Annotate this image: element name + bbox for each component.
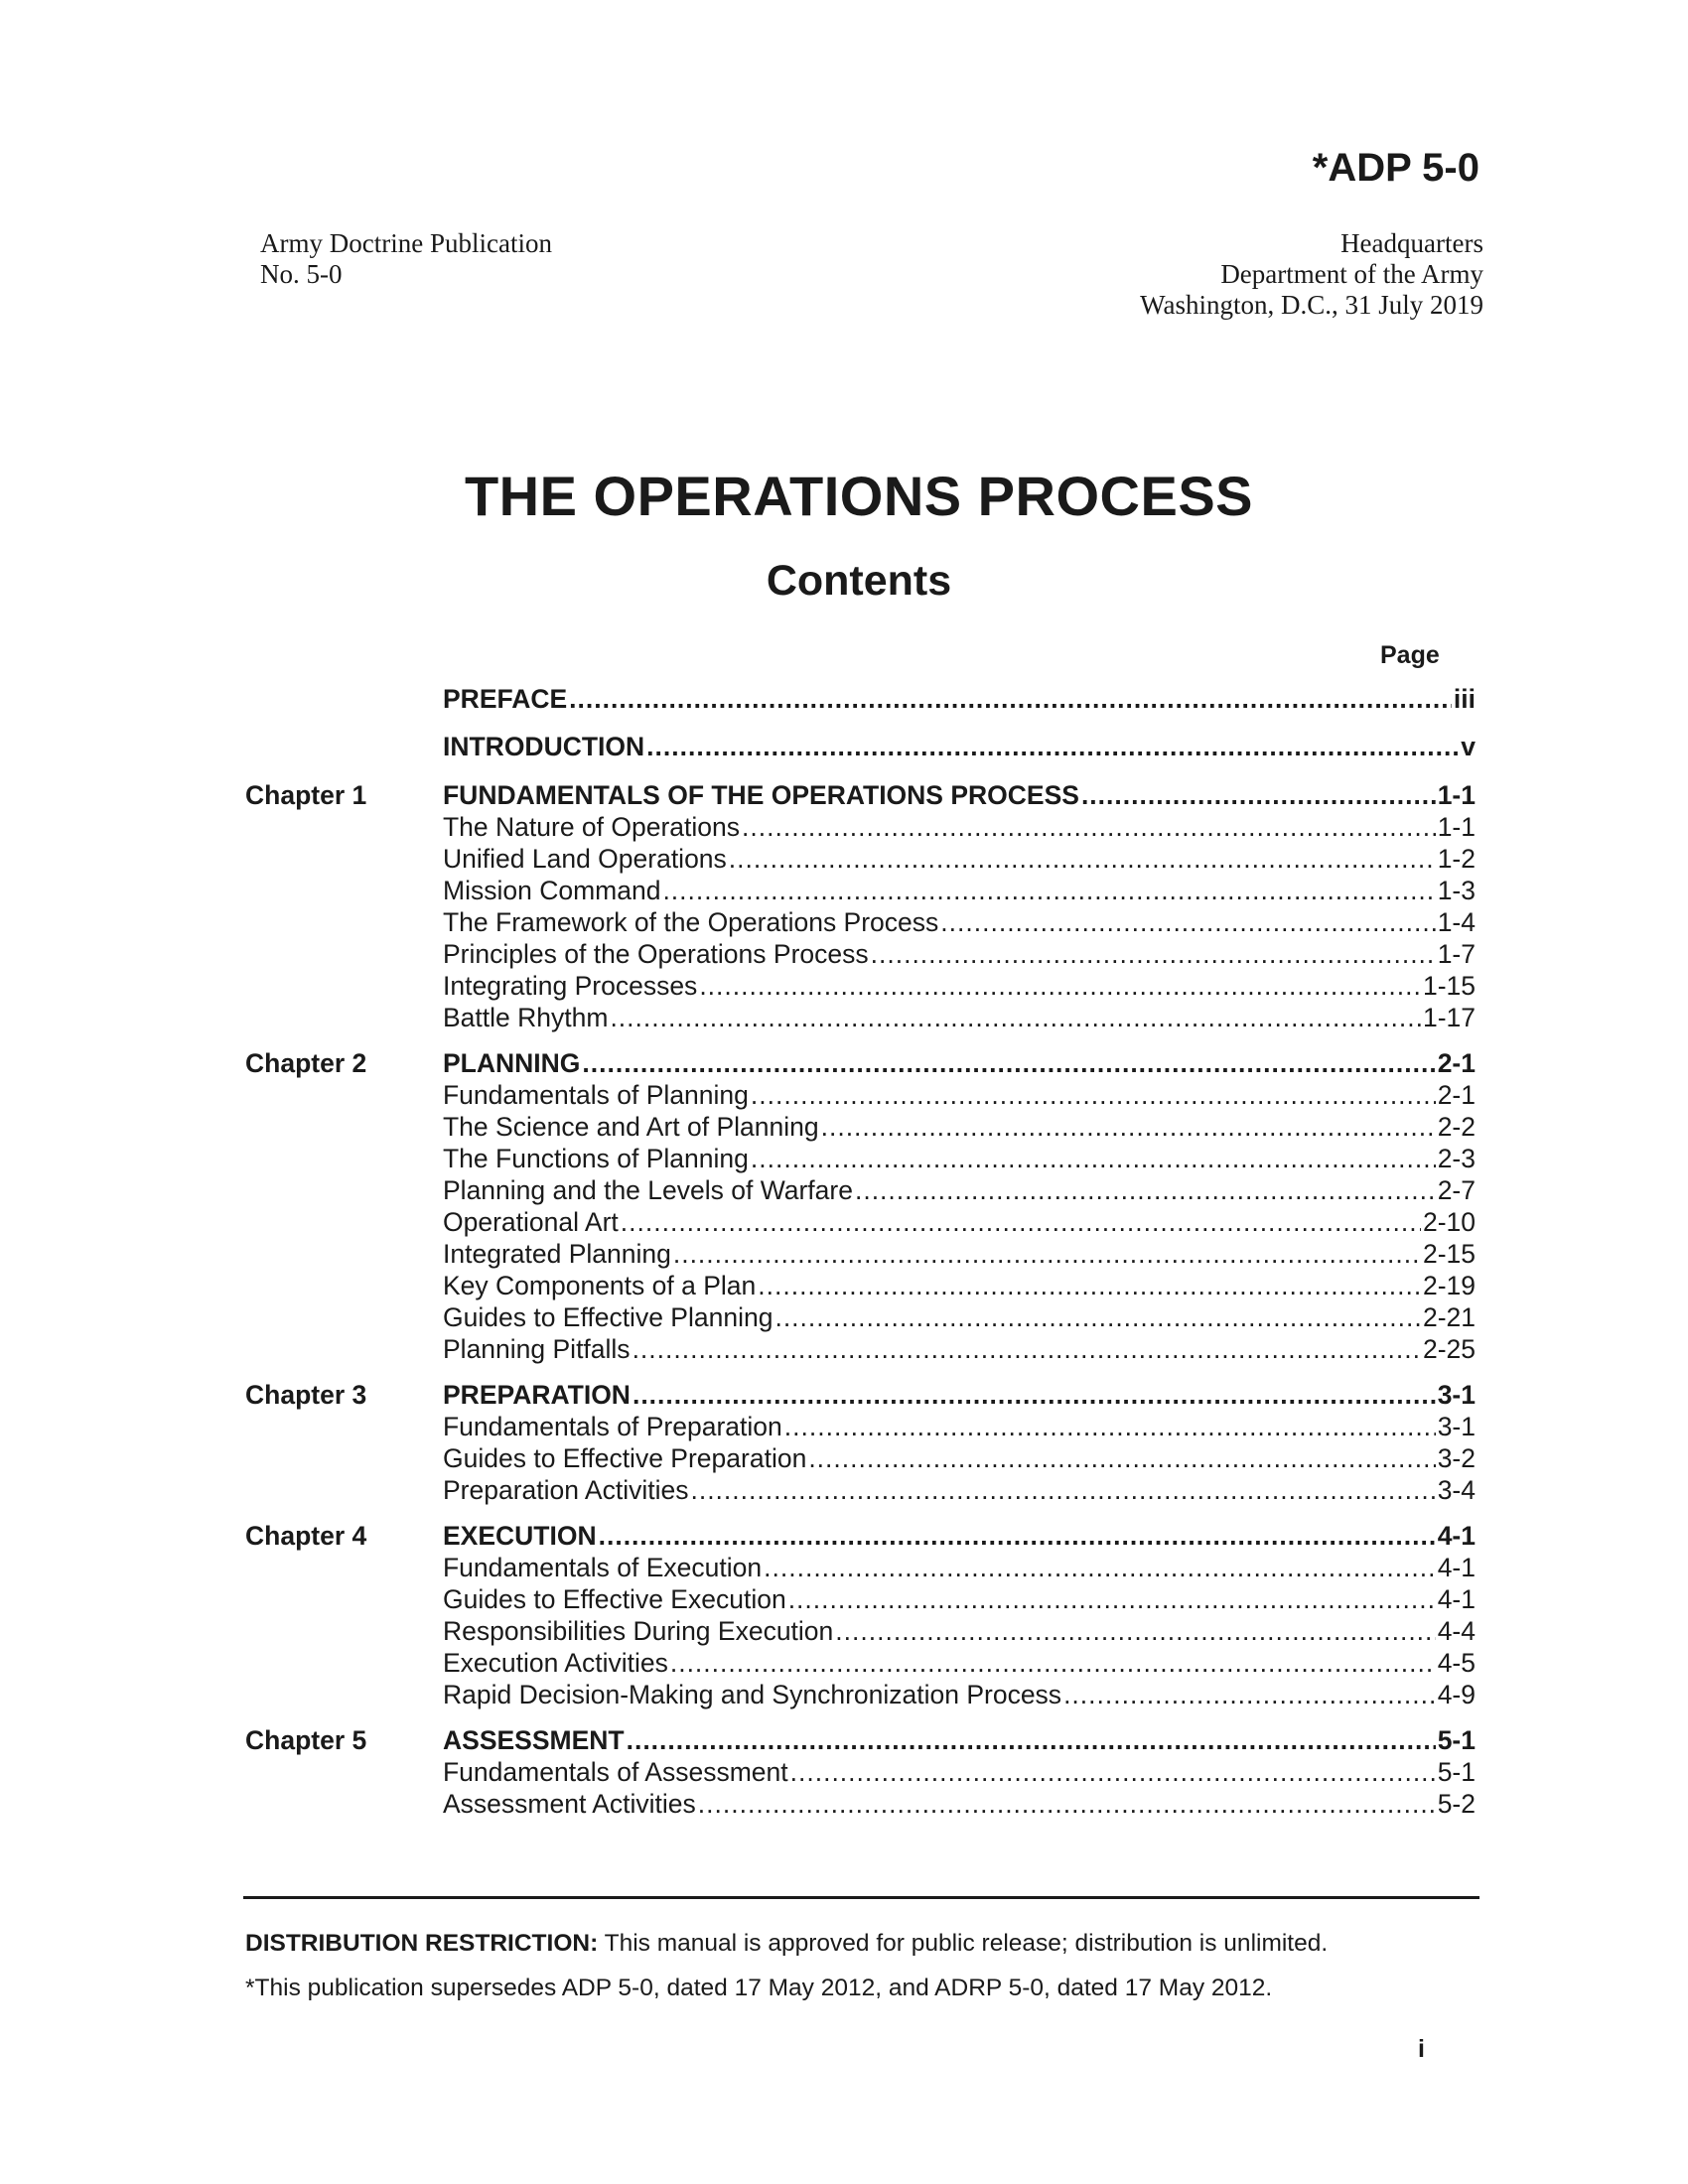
toc-section[interactable] <box>443 1615 1476 1647</box>
toc-entry-page: 2-21 <box>1422 1302 1476 1332</box>
leader-dots <box>808 1442 1435 1474</box>
leader-dots <box>790 1756 1436 1788</box>
publication-number: No. 5-0 <box>260 259 343 289</box>
toc-entry-page: 5-2 <box>1437 1789 1476 1819</box>
leader-dots <box>582 1047 1435 1079</box>
distribution-label: DISTRIBUTION RESTRICTION: <box>245 1930 599 1957</box>
leader-dots <box>673 1238 1421 1270</box>
toc-entry-page: 1-1 <box>1437 812 1476 842</box>
toc-preface[interactable] <box>443 683 1476 715</box>
toc-entry-page: 2-10 <box>1422 1207 1476 1237</box>
toc-section[interactable] <box>443 1174 1476 1206</box>
leader-dots <box>662 875 1435 906</box>
toc-section[interactable] <box>443 970 1476 1002</box>
toc-entry-label: Fundamentals of Preparation <box>443 1412 782 1441</box>
leader-dots <box>621 1206 1421 1238</box>
toc-entry-page: 5-1 <box>1437 1757 1476 1787</box>
toc-entry-page: 1-15 <box>1422 971 1476 1001</box>
toc-entry-page: 4-1 <box>1437 1521 1476 1551</box>
toc-entry-page: 2-25 <box>1422 1334 1476 1364</box>
toc-section[interactable] <box>443 811 1476 843</box>
toc-entry-label: ASSESSMENT <box>443 1725 625 1755</box>
document-id: *ADP 5-0 <box>1312 146 1479 190</box>
footer-divider <box>243 1896 1479 1899</box>
toc-entry-page: 1-3 <box>1437 876 1476 905</box>
toc-entry-page: 2-1 <box>1437 1080 1476 1110</box>
toc-entry-page: 2-1 <box>1437 1048 1476 1078</box>
toc-section[interactable] <box>443 1301 1476 1333</box>
toc-entry-page: 1-4 <box>1437 907 1476 937</box>
toc-chapter-3[interactable] <box>443 1379 1476 1411</box>
toc-entry-label: PREPARATION <box>443 1380 631 1410</box>
toc-section[interactable] <box>443 875 1476 906</box>
toc-entry-page: 3-1 <box>1437 1412 1476 1441</box>
toc-section[interactable] <box>443 1002 1476 1033</box>
toc-entry-page: 1-2 <box>1437 844 1476 874</box>
toc-section[interactable] <box>443 1647 1476 1679</box>
contents-heading: Contents <box>766 557 952 605</box>
toc-entry-label: INTRODUCTION <box>443 732 645 761</box>
headquarters-block <box>1140 228 1483 321</box>
leader-dots <box>633 1379 1436 1411</box>
toc-entry-label: Fundamentals of Planning <box>443 1080 749 1110</box>
leader-dots <box>758 1270 1421 1301</box>
chapter-3-label: Chapter 3 <box>245 1380 367 1410</box>
toc-chapter-5[interactable] <box>443 1724 1476 1756</box>
toc-entry-page: 4-4 <box>1437 1616 1476 1646</box>
leader-dots <box>774 1301 1421 1333</box>
toc-entry-label: Guides to Effective Execution <box>443 1584 786 1614</box>
toc-section[interactable] <box>443 1411 1476 1442</box>
toc-section[interactable] <box>443 843 1476 875</box>
leader-dots <box>835 1615 1435 1647</box>
chapter-1-label: Chapter 1 <box>245 780 367 810</box>
leader-dots <box>940 906 1435 938</box>
department-line: Department of the Army <box>1220 259 1483 289</box>
toc-entry-label: Principles of the Operations Process <box>443 939 869 969</box>
chapter-2-label: Chapter 2 <box>245 1048 367 1078</box>
leader-dots <box>742 811 1436 843</box>
toc-entry-label: Operational Art <box>443 1207 619 1237</box>
toc-entry-label: Key Components of a Plan <box>443 1271 757 1300</box>
toc-entry-label: The Framework of the Operations Process <box>443 907 939 937</box>
leader-dots <box>1063 1679 1436 1710</box>
toc-section[interactable] <box>443 1270 1476 1301</box>
leader-dots <box>633 1333 1421 1365</box>
toc-entry-label: Assessment Activities <box>443 1789 696 1819</box>
toc-entry-page: 4-1 <box>1437 1584 1476 1614</box>
leader-dots <box>699 970 1421 1002</box>
publication-block <box>260 228 552 290</box>
toc-section[interactable] <box>443 1079 1476 1111</box>
toc-entry-page: v <box>1461 732 1476 761</box>
leader-dots <box>788 1583 1436 1615</box>
toc-entry-label: Integrated Planning <box>443 1239 671 1269</box>
page-column-label: Page <box>1380 641 1440 669</box>
toc-entry-label: Battle Rhythm <box>443 1003 609 1032</box>
toc-entry-label: Planning and the Levels of Warfare <box>443 1175 853 1205</box>
toc-entry-page: 2-2 <box>1437 1112 1476 1142</box>
toc-entry-label: PLANNING <box>443 1048 581 1078</box>
distribution-restriction <box>245 1930 1328 1958</box>
toc-section[interactable] <box>443 938 1476 970</box>
toc-chapter-2[interactable] <box>443 1047 1476 1079</box>
toc-entry-page: 4-5 <box>1437 1648 1476 1678</box>
toc-introduction[interactable] <box>443 731 1476 762</box>
toc-entry-label: FUNDAMENTALS OF THE OPERATIONS PROCESS <box>443 780 1079 810</box>
leader-dots <box>569 683 1452 715</box>
leader-dots <box>599 1520 1436 1552</box>
toc-entry-page: 2-15 <box>1422 1239 1476 1269</box>
leader-dots <box>871 938 1436 970</box>
leader-dots <box>698 1788 1436 1820</box>
leader-dots <box>1081 779 1436 811</box>
toc-section[interactable] <box>443 906 1476 938</box>
toc-entry-page: 2-19 <box>1422 1271 1476 1300</box>
toc-entry-page: 5-1 <box>1437 1725 1476 1755</box>
toc-entry-label: Fundamentals of Assessment <box>443 1757 788 1787</box>
toc-chapter-4[interactable] <box>443 1520 1476 1552</box>
toc-entry-page: 3-2 <box>1437 1443 1476 1473</box>
toc-entry-page: 1-17 <box>1422 1003 1476 1032</box>
page-title: THE OPERATIONS PROCESS <box>464 465 1254 527</box>
toc-section[interactable] <box>443 1679 1476 1710</box>
toc-section[interactable] <box>443 1111 1476 1143</box>
leader-dots <box>751 1079 1436 1111</box>
toc-entry-page: 4-1 <box>1437 1553 1476 1582</box>
toc-section[interactable] <box>443 1333 1476 1365</box>
toc-section[interactable] <box>443 1788 1476 1820</box>
leader-dots <box>646 731 1459 762</box>
leader-dots <box>610 1002 1421 1033</box>
leader-dots <box>784 1411 1436 1442</box>
toc-entry-label: The Nature of Operations <box>443 812 741 842</box>
page-number: i <box>1418 2035 1425 2063</box>
toc-entry-label: Guides to Effective Preparation <box>443 1443 807 1473</box>
supersedes-note: *This publication supersedes ADP 5-0, dated 17 May 2012, and ADRP 5-0, dated 17 May 2012. <box>245 1975 1273 2001</box>
toc-entry-label: The Science and Art of Planning <box>443 1112 819 1142</box>
leader-dots <box>821 1111 1436 1143</box>
toc-entry-page: 2-7 <box>1437 1175 1476 1205</box>
leader-dots <box>729 843 1436 875</box>
toc-entry-label: Rapid Decision-Making and Synchronization Process <box>443 1680 1062 1709</box>
leader-dots <box>751 1143 1436 1174</box>
toc-entry-label: Fundamentals of Execution <box>443 1553 763 1582</box>
toc-entry-label: Guides to Effective Planning <box>443 1302 774 1332</box>
publication-line: Army Doctrine Publication <box>260 228 552 258</box>
toc-entry-label: Unified Land Operations <box>443 844 727 874</box>
leader-dots <box>627 1724 1436 1756</box>
date-line: Washington, D.C., 31 July 2019 <box>1140 290 1483 320</box>
distribution-text: This manual is approved for public release; distribution is unlimited. <box>598 1930 1329 1957</box>
toc-section[interactable] <box>443 1583 1476 1615</box>
toc-entry-label: Integrating Processes <box>443 971 698 1001</box>
toc-entry-label: Mission Command <box>443 876 661 905</box>
toc-entry-page: 1-7 <box>1437 939 1476 969</box>
toc-section[interactable] <box>443 1206 1476 1238</box>
toc-section[interactable] <box>443 1238 1476 1270</box>
leader-dots <box>855 1174 1436 1206</box>
leader-dots <box>670 1647 1436 1679</box>
toc-entry-page: 3-1 <box>1437 1380 1476 1410</box>
toc-section[interactable] <box>443 1552 1476 1583</box>
toc-entry-page: 4-9 <box>1437 1680 1476 1709</box>
toc-section[interactable] <box>443 1756 1476 1788</box>
toc-entry-label: Execution Activities <box>443 1648 668 1678</box>
toc-entry-label: Preparation Activities <box>443 1475 689 1505</box>
toc-section[interactable] <box>443 1143 1476 1174</box>
toc-chapter-1[interactable] <box>443 779 1476 811</box>
toc-entry-page: 2-3 <box>1437 1144 1476 1173</box>
toc-entry-label: Responsibilities During Execution <box>443 1616 834 1646</box>
toc-entry-label: The Functions of Planning <box>443 1144 749 1173</box>
toc-entry-page: iii <box>1453 684 1476 714</box>
headquarters-line: Headquarters <box>1340 228 1483 258</box>
toc-section[interactable] <box>443 1474 1476 1506</box>
toc-entry-label: Planning Pitfalls <box>443 1334 631 1364</box>
leader-dots <box>690 1474 1435 1506</box>
chapter-5-label: Chapter 5 <box>245 1725 367 1755</box>
toc-section[interactable] <box>443 1442 1476 1474</box>
toc-entry-label: PREFACE <box>443 684 568 714</box>
leader-dots <box>764 1552 1436 1583</box>
toc-entry-page: 1-1 <box>1437 780 1476 810</box>
chapter-4-label: Chapter 4 <box>245 1521 367 1551</box>
toc-entry-label: EXECUTION <box>443 1521 597 1551</box>
toc-entry-page: 3-4 <box>1437 1475 1476 1505</box>
